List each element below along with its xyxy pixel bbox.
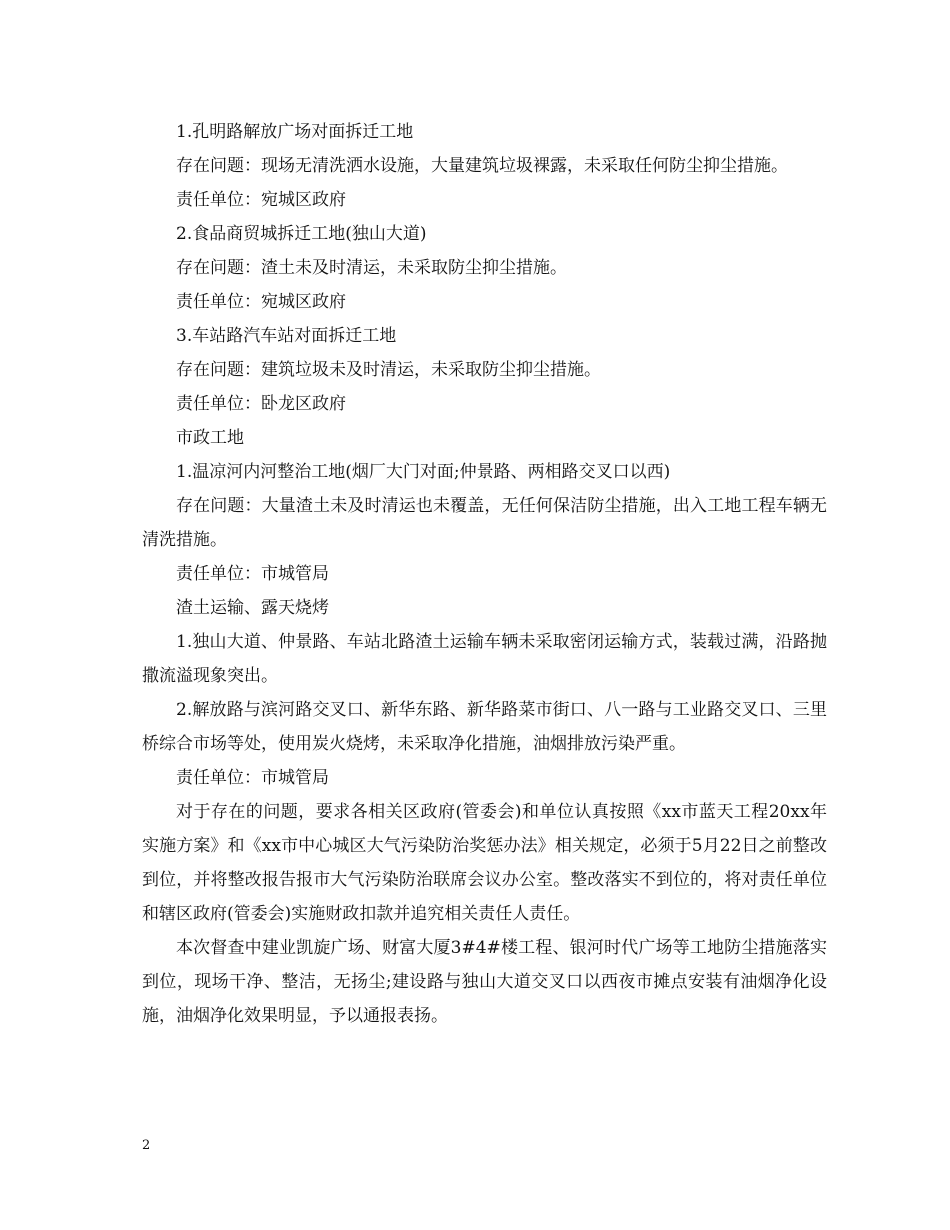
paragraph-transport-responsible: 责任单位：市城管局 [176, 768, 329, 788]
document-body [142, 115, 827, 1033]
paragraph-municipal-1-problem: 存在问题：大量渣土未及时清运也未覆盖，无任何保洁防尘措施，出入工地工程车辆无清洗措施。 [142, 496, 827, 550]
section-heading-municipal: 市政工地 [176, 428, 244, 448]
paragraph-transport-1: 1.独山大道、仲景路、车站北路渣土运输车辆未采取密闭运输方式，装载过满，沿路抛撒流溢现象突出。 [142, 632, 827, 686]
paragraph-site-2-title: 2.食品商贸城拆迁工地(独山大道) [176, 224, 427, 244]
paragraph-site-3-title: 3.车站路汽车站对面拆迁工地 [176, 326, 397, 346]
paragraph-site-1-problem: 存在问题：现场无清洗洒水设施，大量建筑垃圾裸露，未采取任何防尘抑尘措施。 [176, 156, 788, 176]
paragraph-site-3-responsible: 责任单位：卧龙区政府 [176, 394, 346, 414]
paragraph-site-2-responsible: 责任单位：宛城区政府 [176, 292, 346, 312]
paragraph-site-3-problem: 存在问题：建筑垃圾未及时清运，未采取防尘抑尘措施。 [176, 360, 601, 380]
paragraph-municipal-1-responsible: 责任单位：市城管局 [176, 564, 329, 584]
paragraph-site-1-responsible: 责任单位：宛城区政府 [176, 190, 346, 210]
section-heading-transport-bbq: 渣土运输、露天烧烤 [176, 598, 329, 618]
paragraph-municipal-1-title: 1.温凉河内河整治工地(烟厂大门对面;仲景路、两相路交叉口以西) [176, 462, 671, 482]
paragraph-site-1-title: 1.孔明路解放广场对面拆迁工地 [176, 122, 414, 142]
paragraph-commendation: 本次督查中建业凯旋广场、财富大厦3#4#楼工程、银河时代广场等工地防尘措施落实到位，现场干净、整洁，无扬尘;建设路与独山大道交叉口以西夜市摊点安装有油烟净化设施，油烟净化效果明显，予以通报表扬。 [142, 938, 827, 1026]
paragraph-bbq-2: 2.解放路与滨河路交叉口、新华东路、新华路菜市街口、八一路与工业路交叉口、三里桥综合市场等处，使用炭火烧烤，未采取净化措施，油烟排放污染严重。 [142, 700, 827, 754]
paragraph-rectification-requirement: 对于存在的问题，要求各相关区政府(管委会)和单位认真按照《xx市蓝天工程20xx年实施方案》和《xx市中心城区大气污染防治奖惩办法》相关规定，必须于5月22日之前整改到位，并将整改报告报市大气污染防治联席会议办公室。整改落实不到位的，将对责任单位和辖区政府(管委会)实施财政扣款并追究相关责任人责任。 [142, 802, 827, 924]
page-number: 2 [142, 1138, 151, 1153]
paragraph-site-2-problem: 存在问题：渣土未及时清运，未采取防尘抑尘措施。 [176, 258, 567, 278]
